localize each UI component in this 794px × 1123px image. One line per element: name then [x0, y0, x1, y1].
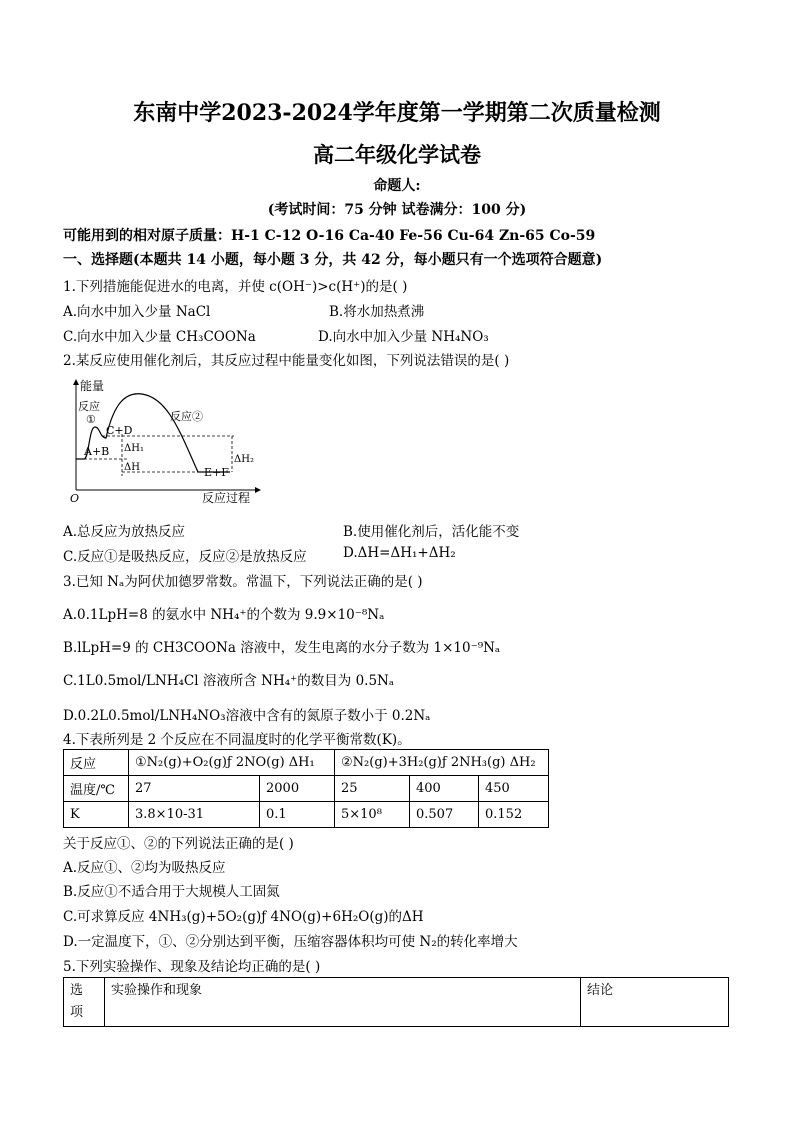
q3-option-b: B.lLpH=9 的 CH3COONa 溶液中，发生电离的水分子数为 1×10⁻⁹Nₐ	[63, 640, 501, 656]
q1-option-a: A.向水中加入少量 NaCl	[63, 304, 211, 320]
question-3-stem: 3.已知 Nₐ为阿伏加德罗常数。常温下，下列说法正确的是( )	[63, 574, 423, 590]
svg-text:C+D: C+D	[106, 424, 133, 437]
q1-option-b: B.将水加热煮沸	[329, 304, 425, 320]
svg-text:①: ①	[86, 413, 96, 426]
q4-prompt: 关于反应①、②的下列说法正确的是( )	[63, 836, 294, 852]
q3-option-d: D.0.2L0.5mol/LNH₄NO₃溶液中含有的氮原子数小于 0.2Nₐ	[63, 708, 431, 724]
question-1-stem: 1.下列措施能促进水的电离，并使 c(OH⁻)>c(H⁺)的是( )	[63, 279, 408, 295]
q2-option-d: D.ΔH=ΔH₁+ΔH₂	[343, 545, 456, 561]
q2-option-a: A.总反应为放热反应	[63, 524, 186, 540]
section-heading: 一、选择题(本题共 14 小题，每小题 3 分，共 42 分，每小题只有一个选项符合题意)	[63, 252, 603, 268]
question-2-stem: 2.某反应使用催化剂后，其反应过程中能量变化如图，下列说法错误的是( )	[63, 353, 510, 369]
q3-option-c: C.1L0.5mol/LNH₄Cl 溶液所含 NH₄⁺的数目为 0.5Nₐ	[63, 673, 395, 689]
table-row: 选 项 实验操作和现象 结论	[64, 978, 729, 1027]
exam-title: 东南中学2023-2024学年度第一学期第二次质量检测	[133, 100, 661, 126]
svg-text:A+B: A+B	[84, 445, 110, 458]
table-row: 反应 ①N₂(g)+O₂(g)ƒ 2NO(g) ΔH₁ ②N₂(g)+3H₂(g)ƒ 2NH₃(g) ΔH₂	[64, 750, 549, 776]
q4-option-d: D.一定温度下，①、②分别达到平衡，压缩容器体积均可使 N₂的转化率增大	[63, 934, 518, 950]
q4-option-b: B.反应①不适合用于大规模人工固氮	[63, 884, 280, 900]
svg-text:ΔH₂: ΔH₂	[234, 454, 254, 465]
q4-option-c: C.可求算反应 4NH₃(g)+5O₂(g)ƒ 4NO(g)+6H₂O(g)的ΔH	[63, 909, 424, 925]
equilibrium-table	[63, 749, 549, 828]
q3-option-a: A.0.1LpH=8 的氨水中 NH₄⁺的个数为 9.9×10⁻⁸Nₐ	[63, 607, 385, 623]
y-axis-label: 能量	[80, 379, 105, 393]
q1-option-c: C.向水中加入少量 CH₃COONa	[63, 329, 256, 345]
exam-info: (考试时间：75 分钟 试卷满分：100 分)	[267, 202, 527, 218]
author-line: 命题人:	[373, 178, 421, 194]
q2-option-b: B.使用催化剂后，活化能不变	[343, 524, 520, 540]
experiment-table	[63, 977, 729, 1027]
energy-diagram	[62, 372, 272, 507]
x-axis-label: 反应过程	[202, 491, 251, 505]
exam-subtitle: 高二年级化学试卷	[313, 142, 481, 167]
question-4-stem: 4.下表所列是 2 个反应在不同温度时的化学平衡常数(K)。	[63, 732, 411, 748]
q4-option-a: A.反应①、②均为吸热反应	[63, 860, 226, 876]
atomic-masses: 可能用到的相对原子质量：H-1 C-12 O-16 Ca-40 Fe-56 Cu-64 Zn-65 Co-59	[63, 228, 596, 244]
q1-option-d: D.向水中加入少量 NH₄NO₃	[318, 329, 489, 345]
table-row: 温度/℃ 27 2000 25 400 450	[64, 776, 549, 802]
svg-text:ΔH: ΔH	[124, 462, 140, 473]
svg-text:ΔH₁: ΔH₁	[124, 443, 144, 454]
q2-option-c: C.反应①是吸热反应，反应②是放热反应	[63, 549, 307, 565]
svg-text:反应②: 反应②	[170, 410, 203, 423]
svg-text:E+F: E+F	[204, 466, 229, 479]
svg-text:反应: 反应	[78, 400, 100, 413]
origin-label: O	[70, 492, 80, 505]
question-5-stem: 5.下列实验操作、现象及结论均正确的是( )	[63, 959, 321, 975]
table-row: K 3.8×10-31 0.1 5×10⁸ 0.507 0.152	[64, 802, 549, 828]
